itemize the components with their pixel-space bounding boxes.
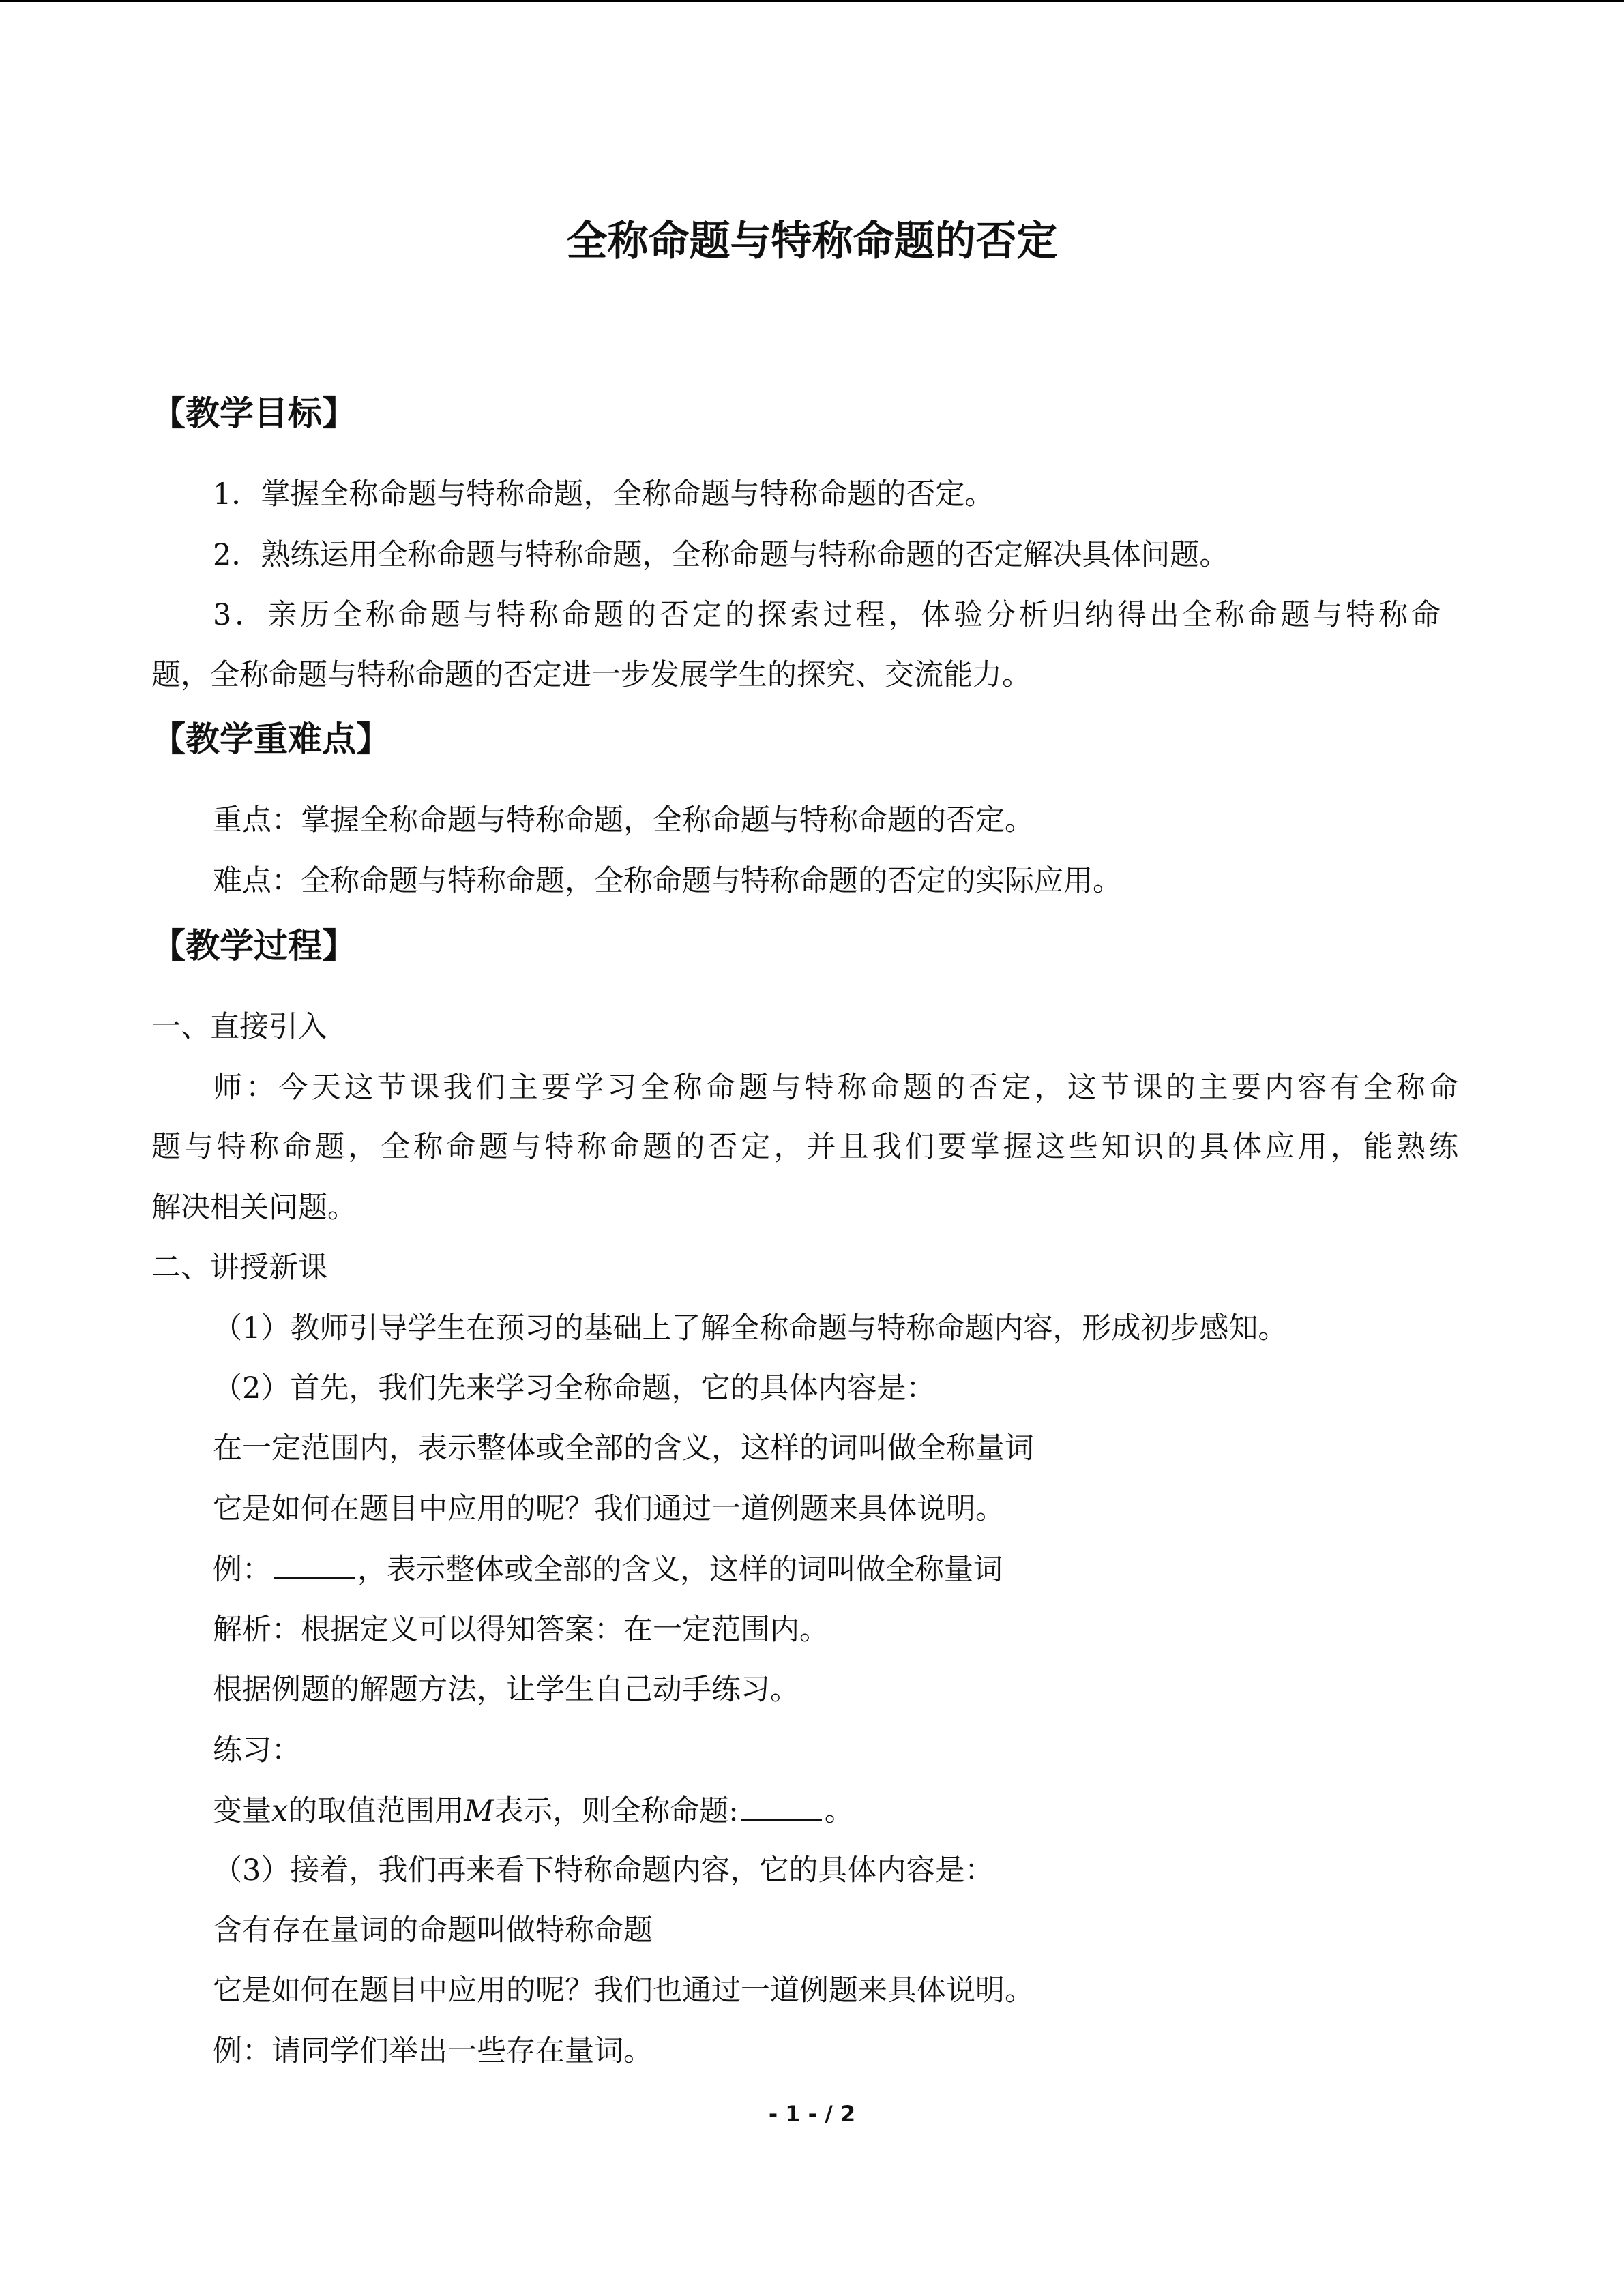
part1-line-3: 解决相关问题。 [151,1191,357,1225]
example-2: 例：请同学们举出一些存在量词。 [213,2034,653,2068]
definition-existential-proposition: 含有存在量词的命题叫做特称命题 [213,1913,653,1948]
definition-universal-quantifier: 在一定范围内，表示整体或全部的含义，这样的词叫做全称量词 [213,1431,1034,1465]
goal-item-3-continued: 题，全称命题与特称命题的否定进一步发展学生的探究、交流能力。 [151,658,1031,692]
practice-text-3: 表示，则全称命题: [494,1794,739,1828]
goal-item-3: 3．亲历全称命题与特称命题的否定的探索过程，体验分析归纳得出全称命题与特称命 [213,598,1441,632]
question-1: 它是如何在题目中应用的呢？我们通过一道例题来具体说明。 [213,1492,1005,1526]
question-2: 它是如何在题目中应用的呢？我们也通过一道例题来具体说明。 [213,1973,1034,2008]
heading-teaching-process: 【教学过程】 [151,926,356,966]
top-border [0,0,1624,2]
part1-line-1: 师：今天这节课我们主要学习全称命题与特称命题的否定，这节课的主要内容有全称命 [213,1071,1458,1105]
example-1-prefix: 例： [213,1553,271,1587]
difficult-point: 难点：全称命题与特称命题，全称命题与特称命题的否定的实际应用。 [213,864,1122,898]
variable-m: M [464,1794,494,1828]
part2-title: 二、讲授新课 [151,1251,327,1285]
heading-teaching-goals: 【教学目标】 [151,393,356,433]
practice-question [213,1791,854,1830]
document-title: 全称命题与特称命题的否定 [566,218,1058,265]
page-number: - 1 - / 2 [768,2101,856,2127]
practice-text-1: 变量 [213,1794,271,1828]
step-3: （3）接着，我们再来看下特称命题内容，它的具体内容是： [213,1853,994,1888]
practice-label: 练习： [213,1733,301,1768]
example-1-suffix: ，表示整体或全部的含义，这样的词叫做全称量词 [357,1553,1003,1587]
practice-text-2: 的取值范围用 [288,1794,464,1828]
part1-line-2: 题与特称命题，全称命题与特称命题的否定，并且我们要掌握这些知识的具体应用，能熟练 [151,1130,1458,1164]
heading-key-points: 【教学重难点】 [151,719,390,759]
key-point: 重点：掌握全称命题与特称命题，全称命题与特称命题的否定。 [213,803,1034,837]
practice-blank [741,1791,822,1821]
example-1-blank [274,1550,355,1579]
goal-item-1: 1．掌握全称命题与特称命题，全称命题与特称命题的否定。 [213,477,994,511]
analysis-1: 解析：根据定义可以得知答案：在一定范围内。 [213,1613,829,1647]
variable-x: x [271,1794,289,1828]
goal-item-2: 2．熟练运用全称命题与特称命题，全称命题与特称命题的否定解决具体问题。 [213,538,1229,572]
example-1 [213,1550,1003,1589]
step-2: （2）首先，我们先来学习全称命题，它的具体内容是： [213,1371,936,1405]
step-1: （1）教师引导学生在预习的基础上了解全称命题与特称命题内容，形成初步感知。 [213,1311,1288,1345]
part1-title: 一、直接引入 [151,1010,327,1044]
practice-intro: 根据例题的解题方法，让学生自己动手练习。 [213,1673,799,1707]
practice-end: 。 [824,1794,854,1828]
